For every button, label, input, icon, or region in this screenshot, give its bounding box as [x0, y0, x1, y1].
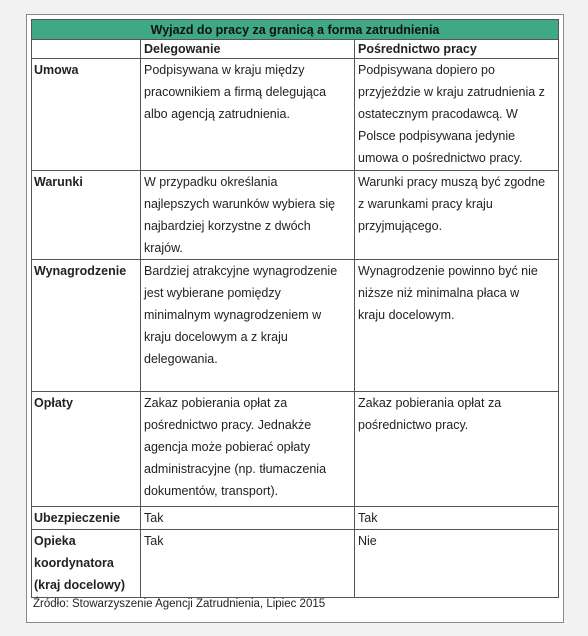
cell-delegowanie: Bardziej atrakcyjne wynagrodzenie jest wybierane pomiędzy minimalnym wynagrodzeniem w kraju docelowym a z kraju delegowania. [141, 260, 355, 392]
cell-delegowanie: Zakaz pobierania opłat za pośrednictwo pracy. Jednakże agencja może pobierać opłaty administracyjne (np. tłumaczenia dokumentów, transport). [141, 392, 355, 507]
cell-delegowanie: Podpisywana w kraju między pracownikiem a firmą delegująca albo agencją zatrudnienia. [141, 59, 355, 171]
table-row [32, 59, 559, 171]
table-row [32, 392, 559, 507]
row-label: Opieka koordynatora (kraj docelowy) [32, 530, 141, 598]
cell-posrednictwo: Warunki pracy muszą być zgodne z warunkami pracy kraju przyjmującego. [355, 171, 559, 260]
header-posrednictwo: Pośrednictwo pracy [355, 40, 559, 59]
row-label: Opłaty [32, 392, 141, 507]
header-delegowanie: Delegowanie [141, 40, 355, 59]
cell-posrednictwo: Wynagrodzenie powinno być nie niższe niż minimalna płaca w kraju docelowym. [355, 260, 559, 392]
cell-posrednictwo: Tak [355, 507, 559, 530]
row-label: Ubezpieczenie [32, 507, 141, 530]
source-note: Źródło: Stowarzyszenie Agencji Zatrudnienia, Lipiec 2015 [33, 598, 326, 610]
cell-delegowanie: Tak [141, 530, 355, 598]
table-header-row [32, 40, 559, 59]
cell-delegowanie: W przypadku określania najlepszych warunków wybiera się najbardziej korzystne z dwóch krajów. [141, 171, 355, 260]
header-empty [32, 40, 141, 59]
table-row [32, 260, 559, 392]
row-label: Warunki [32, 171, 141, 260]
table-row [32, 171, 559, 260]
comparison-table [31, 19, 559, 598]
cell-posrednictwo: Zakaz pobierania opłat za pośrednictwo pracy. [355, 392, 559, 507]
row-label: Umowa [32, 59, 141, 171]
table-title: Wyjazd do pracy za granicą a forma zatrudnienia [32, 20, 559, 40]
table-title-row [32, 20, 559, 40]
document-frame [26, 14, 564, 623]
row-label: Wynagrodzenie [32, 260, 141, 392]
cell-posrednictwo: Podpisywana dopiero po przyjeździe w kraju zatrudnienia z ostatecznym pracodawcą. W Polsce podpisywana jedynie umowa o pośrednictwo pracy. [355, 59, 559, 171]
cell-delegowanie: Tak [141, 507, 355, 530]
cell-posrednictwo: Nie [355, 530, 559, 598]
table-row [32, 507, 559, 530]
table-row [32, 530, 559, 598]
